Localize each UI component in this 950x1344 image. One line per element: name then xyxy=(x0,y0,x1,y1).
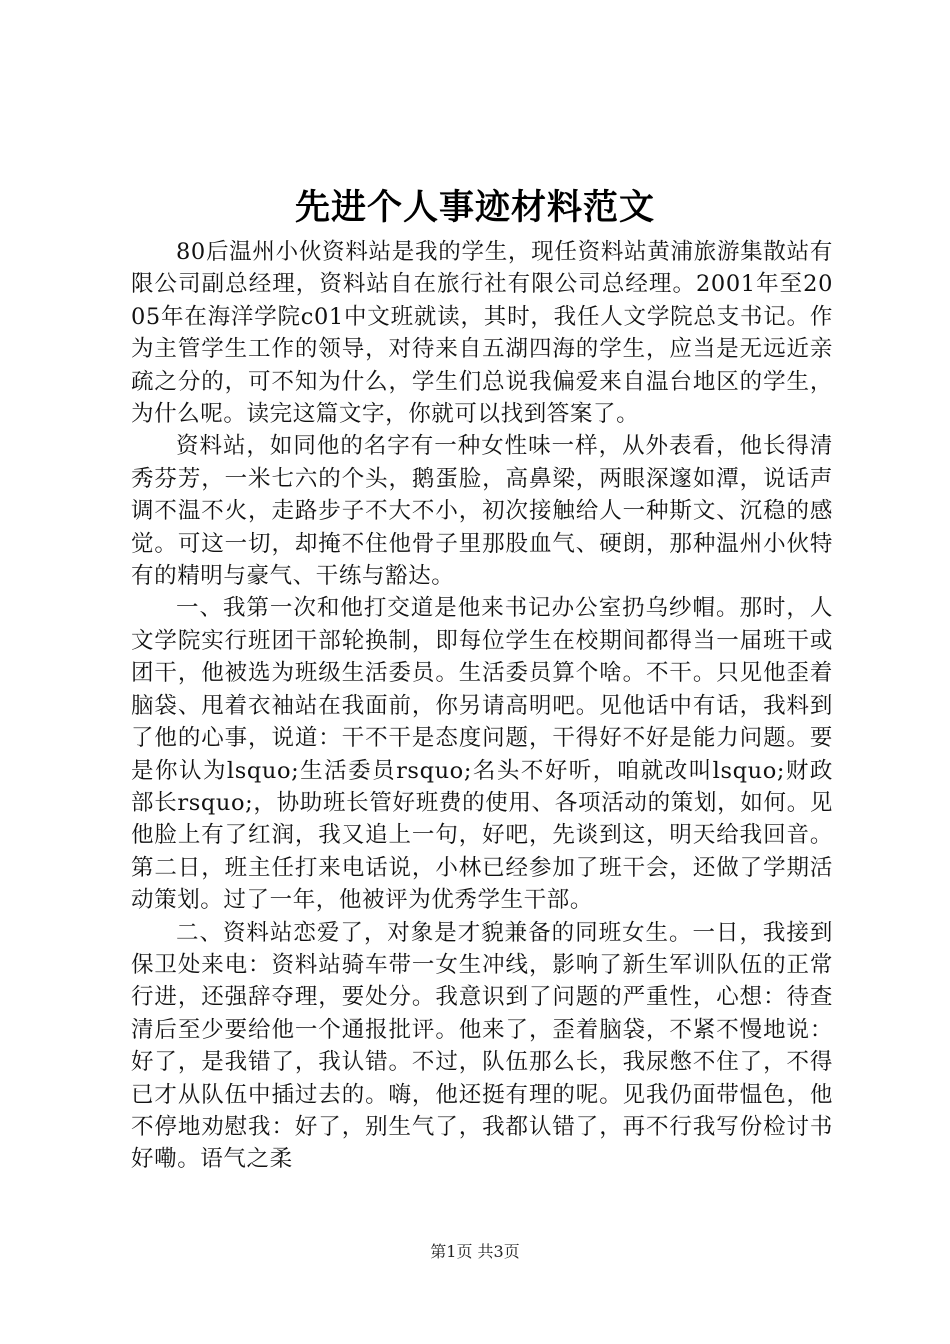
paragraph-3: 一、我第一次和他打交道是他来书记办公室扔乌纱帽。那时，人文学院实行班团干部轮换制，即每位学生在校期间都得当一届班干或团干，他被选为班级生活委员。生活委员算个啥。不干。只见他歪着脑袋、甩着衣袖站在我面前，你另请高明吧。见他话中有话，我料到了他的心事，说道：干不干是态度问题，干得好不好是能力问题。要是你认为lsquo;生活委员rsquo;名头不好听，咱就改叫lsquo;财政部长rsquo;，协助班长管好班费的使用、各项活动的策划，如何。见他脸上有了红润，我又追上一句，好吧，先谈到这，明天给我回音。第二日，班主任打来电话说，小林已经参加了班干会，还做了学期活动策划。过了一年，他被评为优秀学生干部。 xyxy=(131,595,833,914)
paragraph-4: 二、资料站恋爱了，对象是才貌兼备的同班女生。一日，我接到保卫处来电：资料站骑车带一女生冲线，影响了新生军训队伍的正常行进，还强辞夺理，要处分。我意识到了问题的严重性，心想：待查清后至少要给他一个通报批评。他来了，歪着脑袋，不紧不慢地说：好了，是我错了，我认错。不过，队伍那么长，我尿憋不住了，不得已才从队伍中插过去的。嗨，他还挺有理的呢。见我仍面带愠色，他不停地劝慰我：好了，别生气了，我都认错了，再不行我写份检讨书好嘞。语气之柔 xyxy=(131,919,833,1173)
page-number-footer: 第1页 共3页 xyxy=(430,1242,520,1261)
document-title: 先进个人事迹材料范文 xyxy=(294,187,655,228)
paragraph-1: 80后温州小伙资料站是我的学生，现任资料站黄浦旅游集散站有限公司副总经理，资料站自在旅行社有限公司总经理。2001年至2005年在海洋学院c01中文班就读，其时，我任人文学院总支书记。作为主管学生工作的领导，对待来自五湖四海的学生，应当是无远近亲疏之分的，可不知为什么，学生们总说我偏爱来自温台地区的学生，为什么呢。读完这篇文字，你就可以找到答案了。 xyxy=(131,239,833,428)
paragraph-2: 资料站，如同他的名字有一种女性味一样，从外表看，他长得清秀芬芳，一米七六的个头，鹅蛋脸，高鼻梁，两眼深邃如潭，说话声调不温不火，走路步子不大不小，初次接触给人一种斯文、沉稳的感觉。可这一切，却掩不住他骨子里那股血气、硬朗，那种温州小伙特有的精明与豪气、干练与豁达。 xyxy=(131,433,833,590)
document-body xyxy=(131,236,833,1176)
